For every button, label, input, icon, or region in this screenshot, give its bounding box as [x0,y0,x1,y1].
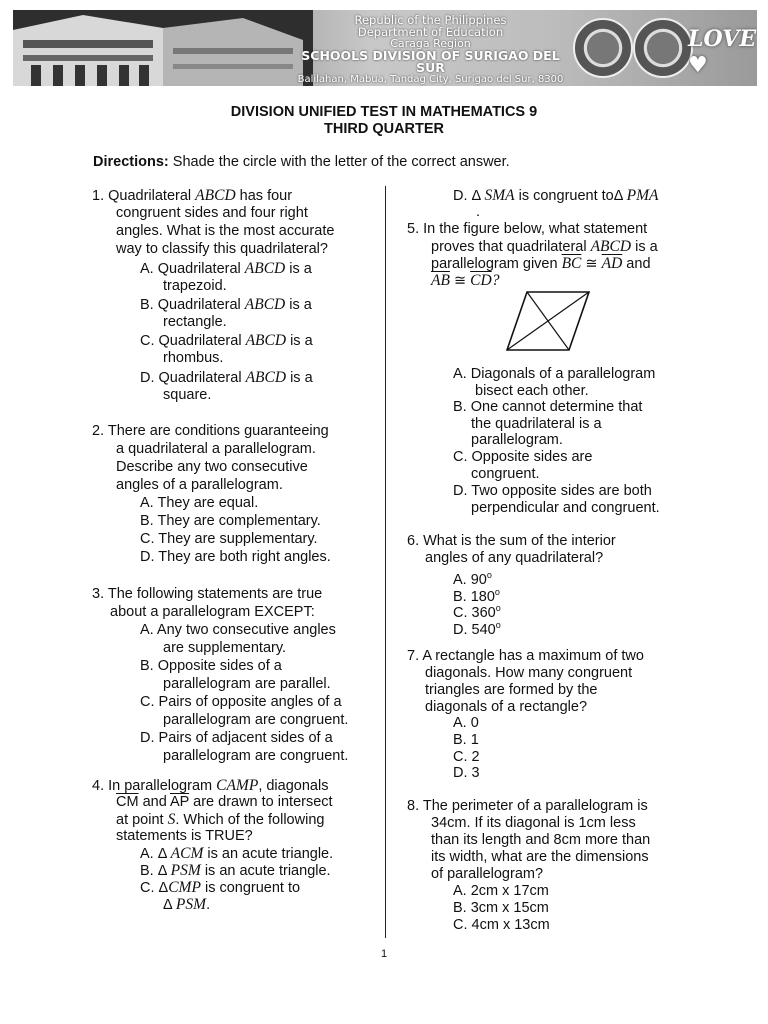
q4-text: 4. In parallelogram [92,778,217,794]
q7-option-c[interactable]: C. 2 [453,749,480,765]
directions [93,154,510,170]
q8-option-c[interactable]: C. 4cm x 13cm [453,917,550,933]
q2-option-c[interactable]: C. They are supplementary. [140,531,318,547]
q5-line2 [431,238,658,257]
degree-sign: o [494,587,500,597]
header-line3: Caraga Region [390,37,471,50]
q1-option-c-cont: rhombus. [163,350,224,366]
title-line2: THIRD QUARTER [323,121,445,137]
q4-text: and [138,794,171,810]
q3-line2: about a parallelogram EXCEPT: [110,604,315,620]
q4-text: , diagonals [258,778,329,794]
opt-text: Δ [163,897,176,913]
q1-line3: angles. What is the most accurate [116,223,335,239]
header-banner [13,10,757,86]
q1-option-b[interactable] [140,296,312,315]
q3-option-b-cont: parallelogram are parallel. [163,676,331,692]
q5-text: is a [631,239,658,255]
q4-option-c-cont [163,896,210,915]
q1-line1 [92,187,292,206]
q3-option-a[interactable]: A. Any two consecutive angles [140,622,336,638]
q5-text: proves that quadrilateral [431,239,591,255]
opt-text: C. Δ [140,880,169,896]
q1-text: has four [235,188,293,204]
q2-option-a[interactable]: A. They are equal. [140,495,259,511]
header-line2: Department of Education [357,25,504,39]
opt-text: . [206,897,211,913]
q5-option-d-cont: perpendicular and congruent. [471,500,660,516]
degree-sign: o [495,620,501,630]
q5-option-b-cont: the quadrilateral is a [471,416,602,432]
q4-var: PSM [175,896,207,913]
q5-var: ABCD [590,238,632,255]
q3-option-c[interactable]: C. Pairs of opposite angles of a [140,694,342,710]
q2-option-b[interactable]: B. They are complementary. [140,513,321,529]
q7-option-b[interactable]: B. 1 [453,732,479,748]
q4-line3 [116,811,324,830]
header-line1: Republic of the Philippines [354,13,507,27]
q4-text: at point [116,812,168,828]
q8-line4: its width, what are the dimensions [431,849,649,865]
q4-var: PMA [626,187,659,204]
q5-segment: $\overline{AB}$ [431,272,450,289]
q8-line1: 8. The perimeter of a parallelogram is [407,798,648,814]
q1-option-d[interactable] [140,369,313,388]
q2-option-d[interactable]: D. They are both right angles. [140,549,331,565]
q1-var: ABCD [195,187,236,204]
degree-sign: o [495,603,501,613]
opt-text: B. Quadrilateral [140,297,245,313]
opt-text: C. Quadrilateral [140,333,246,349]
q6-line2: angles of any quadrilateral? [425,550,604,566]
header-text-block [293,14,568,86]
degree-sign: o [486,570,492,580]
q7-line1: 7. A rectangle has a maximum of two [407,648,644,664]
q3-option-d-cont: parallelogram are congruent. [163,748,349,764]
q3-option-a-cont: are supplementary. [163,640,287,656]
q8-line3: than its length and 8cm more than [431,832,651,848]
q4-line2 [116,794,333,812]
q7-option-d[interactable]: D. 3 [453,765,480,781]
q8-option-a[interactable]: A. 2cm x 17cm [453,883,549,899]
opt-text: is congruent to [200,880,301,896]
q5-option-b-cont2: parallelogram. [471,432,563,448]
parallelogram-figure [505,290,591,352]
opt-text: is congruent toΔ [514,188,627,204]
q7-line2: diagonals. How many congruent [425,665,633,681]
q8-line2: 34cm. If its diagonal is 1cm less [431,815,636,831]
q1-var: ABCD [244,260,286,277]
q5-line4 [431,272,499,291]
diagonal-2 [507,292,589,350]
q3-option-b[interactable]: B. Opposite sides of a [140,658,282,674]
directions-text: Shade the circle with the letter of the correct answer. [168,154,510,170]
q5-option-d[interactable]: D. Two opposite sides are both [453,483,652,499]
q5-segment: $\overline{AD}$ [601,255,623,272]
q7-line4: diagonals of a rectangle? [425,699,588,715]
opt-text: B. Δ [140,863,171,879]
opt-text: is a [285,261,312,277]
q1-option-a-cont: trapezoid. [163,278,227,294]
q5-option-c-cont: congruent. [471,466,540,482]
q1-line4: way to classify this quadrilateral? [116,241,328,257]
love-logo-text: LOVE [688,26,757,52]
opt-text: D. Δ [453,188,485,204]
q1-option-a[interactable] [140,260,312,279]
q3-line1: 3. The following statements are true [92,586,323,602]
directions-label: Directions: [93,154,169,170]
q2-line2: a quadrilateral a parallelogram. [116,441,316,457]
opt-text: is a [285,297,312,313]
q1-option-d-cont: square. [163,387,212,403]
header-line5: Balilahan, Mabua, Tandag City, Surigao del Sur, 8300 [297,74,564,85]
q5-text: and [622,256,651,272]
q5-text: ≅ [449,273,471,289]
deped-seal-icon [573,18,633,78]
q4-var: S [167,811,176,828]
q5-text: ≅ [581,256,602,272]
opt-text: A. Quadrilateral [140,261,245,277]
q1-option-b-cont: rectangle. [163,314,227,330]
q7-option-a[interactable]: A. 0 [453,715,479,731]
opt-text: B. 180 [453,588,495,605]
q3-option-c-cont: parallelogram are congruent. [163,712,349,728]
opt-text: A. 90 [453,571,487,588]
q4-segment: $\overline{CM}$ [116,794,139,810]
q4-option-b[interactable] [140,862,331,881]
q4-var: SMA [484,187,515,204]
page-title [0,104,768,138]
title-line1: DIVISION UNIFIED TEST IN MATHEMATICS 9 [230,104,538,120]
q5-line3 [431,255,651,274]
q4-segment: $\overline{AP}$ [170,794,190,810]
q4-var: PSM [170,862,201,879]
q2-line4: angles of a parallelogram. [116,477,283,493]
q5-line1: 5. In the figure below, what statement [407,221,648,237]
division-seal-icon [633,18,693,78]
q5-option-c[interactable]: C. Opposite sides are [453,449,593,465]
q5-segment: $\overline{BC}$ [561,255,582,272]
q8-line5: of parallelogram? [431,866,544,882]
opt-text: C. 360 [453,604,496,621]
q2-line1: 2. There are conditions guaranteeing [92,423,329,439]
q4-text: . Which of the following [175,812,325,828]
love-logo: LOVE ♥ [688,26,757,78]
q7-line3: triangles are formed by the [425,682,598,698]
opt-text: is a [286,370,313,386]
header-line4: SCHOOLS DIVISION OF SURIGAO DEL SUR [301,48,560,75]
q4-var: ACM [170,845,204,862]
q1-text: 1. Quadrilateral [92,188,196,204]
q4-text: are drawn to intersect [189,794,333,810]
q4-option-d-cont: . [476,204,481,220]
page-number: 1 [380,948,388,960]
q1-line2: congruent sides and four right [116,205,308,221]
q4-var: CAMP [216,777,259,794]
school-building-image [13,10,313,86]
q4-line4: statements is TRUE? [116,828,253,844]
opt-text: A. Δ [140,846,171,862]
q1-option-c[interactable] [140,332,313,351]
opt-text: D. 540 [453,621,496,638]
q4-option-a[interactable] [140,845,333,864]
opt-text: is an acute triangle. [200,863,331,879]
q8-option-b[interactable]: B. 3cm x 15cm [453,900,549,916]
q5-segment: $\overline{CD}$ [470,272,492,289]
q3-option-d[interactable]: D. Pairs of adjacent sides of a [140,730,333,746]
q1-var: ABCD [245,332,287,349]
q4-option-d[interactable] [453,187,659,206]
q4-line1 [92,777,328,796]
q5-option-a[interactable]: A. Diagonals of a parallelogram [453,366,656,382]
q2-line3: Describe any two consecutive [116,459,308,475]
q5-text: parallelogram given [431,256,562,272]
q4-option-c[interactable] [140,879,300,898]
q4-var: CMP [168,879,201,896]
column-divider [385,186,386,938]
opt-text: is a [286,333,313,349]
q5-option-b[interactable]: B. One cannot determine that [453,399,643,415]
q5-option-a-cont: bisect each other. [475,383,589,399]
opt-text: D. Quadrilateral [140,370,246,386]
q1-var: ABCD [245,369,287,386]
q5-text: ? [491,272,500,289]
opt-text: is an acute triangle. [203,846,334,862]
q6-option-d[interactable] [453,617,501,639]
q6-line1: 6. What is the sum of the interior [407,533,616,549]
q1-var: ABCD [244,296,286,313]
